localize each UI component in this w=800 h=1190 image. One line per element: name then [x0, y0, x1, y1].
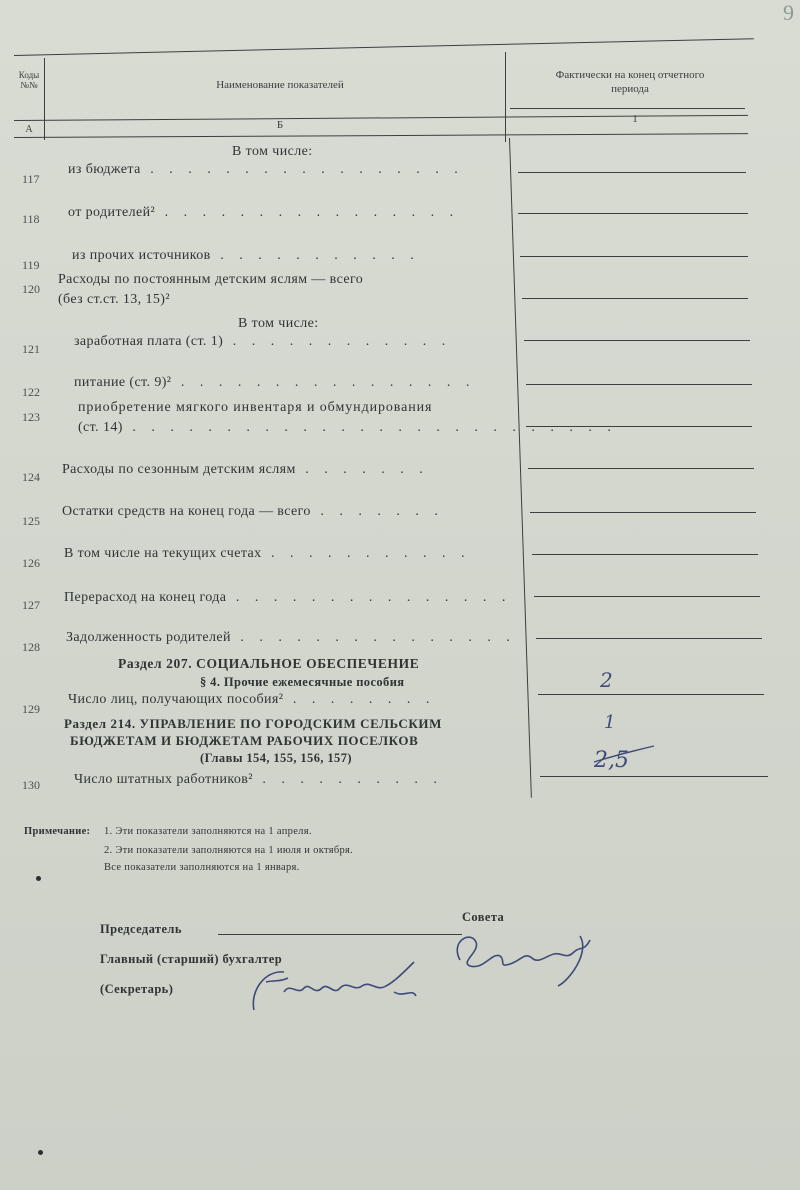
handwritten-mark: 1 [604, 712, 616, 733]
page-number: 9 [783, 0, 794, 25]
row-code: 118 [22, 212, 40, 226]
row-label: Перерасход на конец года . . . . . . . . . . . . . . . [64, 590, 512, 605]
chief-accountant-label: Главный (старший) бухгалтер [100, 952, 283, 966]
signature-accountant [244, 952, 444, 1022]
row-label-line2: (без ст.ст. 13, 15)² [58, 292, 170, 307]
value-fill-line [536, 638, 762, 639]
row-code: 123 [22, 410, 40, 424]
row-label: В том числе на текущих счетах . . . . . . . . . . . [64, 546, 471, 561]
row-code: 126 [22, 556, 40, 570]
table-top-border [14, 38, 754, 56]
row-label-text: Перерасход на конец года [64, 590, 227, 605]
row-label: приобретение мягкого инвентаря и обмундирования [78, 400, 433, 415]
row-label-text: (ст. 14) [78, 420, 123, 435]
row-label: питание (ст. 9)² . . . . . . . . . . . . . . . . [74, 375, 476, 390]
row-code: 128 [22, 640, 40, 654]
secretary-label: (Секретарь) [100, 982, 174, 996]
row-label: Расходы по постоянным детским яслям — всего [58, 272, 364, 287]
row-label-text: из бюджета [68, 162, 141, 177]
row-label: из бюджета . . . . . . . . . . . . . . . . . [68, 162, 464, 177]
section-207-title: Раздел 207. СОЦИАЛЬНОЕ ОБЕСПЕЧЕНИЕ [118, 656, 420, 671]
code-col-divider [44, 58, 45, 140]
value-fill-line [522, 298, 748, 299]
row-label: Задолженность родителей . . . . . . . . . . . . . . . [66, 630, 516, 645]
row-code: 117 [22, 172, 40, 186]
row-label-text: от родителей² [68, 205, 156, 220]
punch-mark [38, 1150, 43, 1155]
header-value-num: 1 [632, 113, 638, 125]
section-214-title-line3: (Главы 154, 155, 156, 157) [200, 751, 352, 765]
handwritten-value: 2 [600, 668, 613, 692]
row-label-text: Расходы по сезонным детским яслям [62, 462, 296, 477]
name-col-divider [505, 52, 506, 142]
row-code: 127 [22, 598, 40, 612]
handwritten-stroke [590, 740, 660, 770]
row-label-text: из прочих источников [72, 248, 211, 263]
value-fill-line [518, 172, 746, 173]
row-code: 122 [22, 385, 40, 399]
row-code: 119 [22, 258, 40, 272]
header-value: Фактически на конец отчетного периода [555, 69, 705, 95]
value-fill-line [524, 340, 750, 341]
header-code: Коды №№ [18, 70, 40, 90]
chairman-signature-line [218, 934, 462, 935]
row-label: Остатки средств на конец года — всего . . . . . . . [62, 504, 444, 519]
value-fill-line [532, 554, 758, 555]
row-label-line2: (ст. 14) . . . . . . . . . . . . . . . . . . . . . . . . . . [78, 420, 617, 435]
notes-label: Примечание: [24, 826, 91, 837]
value-fill-line [530, 512, 756, 513]
row-code: 120 [22, 282, 40, 296]
value-col-sub-divider [510, 108, 745, 109]
row-code: 124 [22, 470, 40, 484]
row-label-text: В том числе на текущих счетах [64, 546, 262, 561]
row-code: 121 [22, 342, 40, 356]
row-label-text: питание (ст. 9)² [74, 375, 172, 390]
section-214-title-line1: Раздел 214. УПРАВЛЕНИЕ ПО ГОРОДСКИМ СЕЛЬСКИМ [64, 716, 443, 731]
row-label-text: Остатки средств на конец года — всего [62, 504, 311, 519]
header-name-letter: Б [276, 119, 284, 131]
note-line-2: 2. Эти показатели заполняются на 1 июля и октября. [104, 845, 354, 856]
value-fill-line [526, 384, 752, 385]
row-label: Число лиц, получающих пособия² . . . . . . . . [68, 692, 436, 707]
handwritten-value: 2,5 [594, 748, 629, 773]
row-label: от родителей² . . . . . . . . . . . . . . . . [68, 205, 460, 220]
row-code: 125 [22, 514, 40, 528]
value-fill-line [538, 694, 764, 695]
row-label-text: заработная плата (ст. 1) [74, 334, 224, 349]
value-fill-line [534, 596, 760, 597]
row-label: из прочих источников . . . . . . . . . . . [72, 248, 420, 263]
value-fill-line [540, 776, 768, 777]
row-label: Расходы по сезонным детским яслям . . . . . . . [62, 462, 429, 477]
value-fill-line [528, 468, 754, 469]
row-label: заработная плата (ст. 1) . . . . . . . . . . . . [74, 334, 452, 349]
row-subhead: В том числе: [232, 144, 313, 159]
row-label-text: Число штатных работников² [74, 772, 253, 787]
header-bottom-border [14, 133, 748, 138]
value-fill-line [526, 426, 752, 427]
header-name: Наименование показателей [216, 79, 344, 91]
row-code: 130 [22, 778, 40, 792]
note-line-1: 1. Эти показатели заполняются на 1 апреля. [104, 826, 312, 837]
value-fill-line [520, 256, 748, 257]
row-code: 129 [22, 702, 40, 716]
section-214-title-line2: БЮДЖЕТАМ И БЮДЖЕТАМ РАБОЧИХ ПОСЕЛКОВ [70, 733, 419, 748]
section-207-subtitle: § 4. Прочие ежемесячные пособия [200, 675, 405, 689]
signature-chairman [440, 922, 610, 992]
row-label-text: Задолженность родителей [66, 630, 231, 645]
row-label-text: Число лиц, получающих пособия² [68, 692, 284, 707]
chairman-label: Председатель [100, 922, 182, 936]
row-label: Число штатных работников² . . . . . . . . . . [74, 772, 443, 787]
council-label: Совета [462, 910, 505, 924]
note-line-3: Все показатели заполняются на 1 января. [104, 862, 300, 873]
value-fill-line [518, 213, 748, 214]
row-subhead: В том числе: [238, 316, 319, 331]
header-letter-a: А [25, 124, 33, 135]
punch-mark [36, 876, 41, 881]
